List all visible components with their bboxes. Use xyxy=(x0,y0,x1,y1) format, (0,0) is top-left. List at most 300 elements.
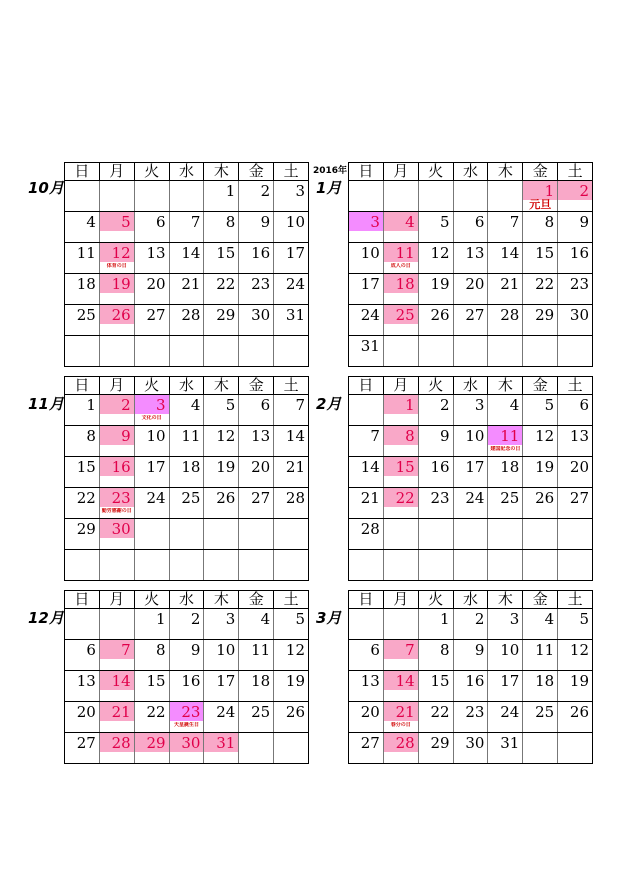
day-cell xyxy=(384,426,419,456)
day-cell xyxy=(454,488,489,518)
day-number: 29 xyxy=(216,306,236,324)
day-number: 12 xyxy=(285,641,306,659)
holiday-name: 文化の日 xyxy=(141,415,162,421)
weekday-label: 金 xyxy=(523,591,558,608)
day-cell xyxy=(274,488,308,518)
day-cell xyxy=(135,488,170,518)
day-cell xyxy=(349,181,384,211)
weekday-label: 土 xyxy=(567,162,583,180)
holiday-name: 元旦 xyxy=(529,199,552,210)
weekday-label: 月 xyxy=(100,377,135,394)
day-number: 17 xyxy=(500,672,520,690)
day-cell xyxy=(558,274,592,304)
day-cell xyxy=(135,181,170,211)
day-cell xyxy=(274,609,308,639)
day-number: 16 xyxy=(430,458,450,476)
day-number: 13 xyxy=(465,244,485,262)
day-number: 6 xyxy=(370,641,380,659)
day-number: 18 xyxy=(181,458,201,476)
calendar-feb xyxy=(348,376,593,581)
day-number: 11 xyxy=(181,427,201,445)
day-cell xyxy=(349,457,384,487)
day-cell xyxy=(170,609,205,639)
day-number: 23 xyxy=(251,275,271,293)
day-cell xyxy=(274,457,308,487)
weekday-label: 木 xyxy=(204,591,239,608)
day-cell xyxy=(349,550,384,580)
day-number: 19 xyxy=(535,458,555,476)
week-row xyxy=(65,305,308,336)
day-number: 17 xyxy=(285,244,306,262)
day-cell xyxy=(204,488,239,518)
day-number: 16 xyxy=(465,672,485,690)
day-cell xyxy=(204,336,239,366)
week-row xyxy=(349,457,592,488)
day-number: 21 xyxy=(111,703,131,721)
week-row xyxy=(65,609,308,640)
day-number: 9 xyxy=(121,427,131,445)
day-cell xyxy=(419,550,454,580)
weekday-label: 日 xyxy=(65,377,100,394)
day-number: 24 xyxy=(360,306,380,324)
weekday-header xyxy=(349,163,592,181)
day-cell xyxy=(454,640,489,670)
day-cell xyxy=(274,550,308,580)
weekday-label: 金 xyxy=(239,591,274,608)
day-cell xyxy=(384,671,419,701)
weekday-label: 日 xyxy=(65,591,100,608)
day-cell xyxy=(454,733,489,763)
weekday-label: 月 xyxy=(100,163,135,180)
day-number: 8 xyxy=(86,427,96,445)
day-number: 13 xyxy=(569,427,590,445)
weekday-label: 日 xyxy=(349,163,384,180)
week-row xyxy=(65,640,308,671)
day-number: 23 xyxy=(465,703,485,721)
day-cell xyxy=(349,395,384,425)
day-number: 19 xyxy=(216,458,236,476)
month-label-jan: 1月 xyxy=(316,179,342,197)
day-number: 3 xyxy=(225,610,236,628)
day-number: 12 xyxy=(535,427,555,445)
day-cell xyxy=(558,305,592,335)
day-cell xyxy=(239,640,274,670)
day-cell xyxy=(170,274,205,304)
day-number: 6 xyxy=(156,213,166,231)
day-cell xyxy=(454,671,489,701)
day-cell xyxy=(100,671,135,701)
day-cell xyxy=(384,336,419,366)
day-cell xyxy=(384,550,419,580)
calendar-jan xyxy=(348,162,593,367)
day-number: 11 xyxy=(535,641,555,659)
day-number: 18 xyxy=(251,672,271,690)
day-number: 13 xyxy=(360,672,380,690)
day-cell xyxy=(135,702,170,732)
day-cell xyxy=(239,702,274,732)
day-cell xyxy=(100,733,135,763)
weekday-label: 水 xyxy=(454,377,489,394)
day-cell xyxy=(523,336,558,366)
day-number: 1 xyxy=(86,396,96,414)
day-cell xyxy=(170,702,205,732)
day-cell xyxy=(100,519,135,549)
weekday-label: 火 xyxy=(135,377,170,394)
day-cell xyxy=(204,733,239,763)
day-number: 2 xyxy=(260,182,271,200)
day-cell xyxy=(454,519,489,549)
day-cell xyxy=(135,457,170,487)
day-number: 1 xyxy=(225,182,236,200)
day-number: 9 xyxy=(579,213,590,231)
day-cell xyxy=(204,457,239,487)
weekday-label: 木 xyxy=(488,591,523,608)
day-cell xyxy=(170,426,205,456)
day-number: 1 xyxy=(544,182,555,200)
day-number: 12 xyxy=(430,244,450,262)
day-number: 19 xyxy=(285,672,306,690)
week-row xyxy=(349,671,592,702)
day-number: 22 xyxy=(430,703,450,721)
day-cell xyxy=(349,519,384,549)
week-row xyxy=(349,395,592,426)
day-cell xyxy=(204,702,239,732)
day-number: 25 xyxy=(181,489,201,507)
day-cell xyxy=(204,395,239,425)
day-cell xyxy=(419,671,454,701)
day-number: 5 xyxy=(440,213,450,231)
day-cell xyxy=(558,336,592,366)
day-cell xyxy=(349,702,384,732)
day-number: 14 xyxy=(285,427,306,445)
day-cell xyxy=(488,609,523,639)
weekday-label: 木 xyxy=(204,377,239,394)
day-cell xyxy=(100,395,135,425)
day-cell xyxy=(100,305,135,335)
day-cell xyxy=(384,702,419,732)
month-label-nov: 11月 xyxy=(28,395,64,413)
weekday-label: 火 xyxy=(135,163,170,180)
day-cell xyxy=(523,212,558,242)
weekday-label: 木 xyxy=(488,163,523,180)
day-number: 18 xyxy=(395,275,415,293)
week-row xyxy=(65,336,308,366)
week-row xyxy=(65,702,308,733)
week-row xyxy=(349,181,592,212)
week-row xyxy=(65,243,308,274)
day-cell xyxy=(170,212,205,242)
week-row xyxy=(65,488,308,519)
day-number: 15 xyxy=(146,672,166,690)
day-number: 18 xyxy=(76,275,96,293)
day-number: 11 xyxy=(395,244,415,262)
week-row xyxy=(349,550,592,580)
day-cell xyxy=(100,336,135,366)
day-number: 9 xyxy=(474,641,485,659)
weekday-label: 土 xyxy=(567,376,583,394)
weekday-label: 月 xyxy=(100,591,135,608)
day-number: 9 xyxy=(190,641,201,659)
day-number: 21 xyxy=(360,489,380,507)
day-cell xyxy=(349,640,384,670)
day-cell xyxy=(558,671,592,701)
weekday-header xyxy=(349,591,592,609)
day-number: 20 xyxy=(360,703,380,721)
weekday-label: 土 xyxy=(283,376,299,394)
week-row xyxy=(349,212,592,243)
day-cell xyxy=(384,519,419,549)
day-cell xyxy=(274,212,308,242)
day-number: 22 xyxy=(76,489,96,507)
day-number: 21 xyxy=(285,458,306,476)
day-number: 20 xyxy=(465,275,485,293)
day-cell xyxy=(100,181,135,211)
day-number: 31 xyxy=(216,734,236,752)
day-number: 10 xyxy=(465,427,485,445)
day-number: 7 xyxy=(370,427,380,445)
day-cell xyxy=(523,305,558,335)
day-cell xyxy=(488,305,523,335)
day-number: 5 xyxy=(544,396,555,414)
day-cell xyxy=(135,212,170,242)
day-number: 15 xyxy=(430,672,450,690)
day-cell xyxy=(523,640,558,670)
day-cell xyxy=(419,733,454,763)
day-number: 29 xyxy=(76,520,96,538)
day-number: 26 xyxy=(111,306,131,324)
weekday-label: 火 xyxy=(135,591,170,608)
day-cell xyxy=(65,609,100,639)
day-number: 26 xyxy=(430,306,450,324)
week-row xyxy=(65,519,308,550)
day-cell xyxy=(523,550,558,580)
day-cell xyxy=(454,550,489,580)
day-cell xyxy=(558,733,592,763)
day-number: 16 xyxy=(111,458,131,476)
day-cell xyxy=(558,181,592,211)
day-cell xyxy=(454,702,489,732)
day-cell xyxy=(65,550,100,580)
day-number: 10 xyxy=(500,641,520,659)
day-number: 23 xyxy=(111,489,131,507)
day-cell xyxy=(454,395,489,425)
day-number: 12 xyxy=(111,244,131,262)
day-number: 20 xyxy=(251,458,271,476)
day-number: 14 xyxy=(181,244,201,262)
day-cell xyxy=(558,212,592,242)
day-number: 12 xyxy=(569,641,590,659)
day-cell xyxy=(384,243,419,273)
day-cell xyxy=(419,488,454,518)
day-cell xyxy=(239,243,274,273)
day-cell xyxy=(419,426,454,456)
day-cell xyxy=(65,457,100,487)
day-number: 30 xyxy=(465,734,485,752)
day-cell xyxy=(384,733,419,763)
day-cell xyxy=(170,336,205,366)
day-cell xyxy=(100,274,135,304)
day-cell xyxy=(239,457,274,487)
day-number: 25 xyxy=(535,703,555,721)
day-cell xyxy=(170,305,205,335)
day-cell xyxy=(100,609,135,639)
day-cell xyxy=(239,395,274,425)
day-cell xyxy=(100,243,135,273)
weekday-label: 金 xyxy=(523,163,558,180)
day-number: 29 xyxy=(146,734,166,752)
day-cell xyxy=(523,609,558,639)
day-number: 6 xyxy=(86,641,96,659)
day-cell xyxy=(558,609,592,639)
week-row xyxy=(349,305,592,336)
day-cell xyxy=(384,609,419,639)
day-cell xyxy=(349,426,384,456)
day-number: 11 xyxy=(500,427,520,445)
day-cell xyxy=(170,671,205,701)
day-number: 2 xyxy=(190,610,201,628)
week-row xyxy=(65,671,308,702)
year-label: 2016年 xyxy=(313,166,348,176)
day-number: 27 xyxy=(251,489,271,507)
day-number: 15 xyxy=(535,244,555,262)
day-number: 18 xyxy=(500,458,520,476)
day-number: 3 xyxy=(295,182,306,200)
day-cell xyxy=(558,702,592,732)
day-number: 22 xyxy=(146,703,166,721)
day-cell xyxy=(204,212,239,242)
weekday-label: 水 xyxy=(454,591,489,608)
day-number: 19 xyxy=(111,275,131,293)
day-number: 27 xyxy=(569,489,590,507)
day-cell xyxy=(488,426,523,456)
day-number: 4 xyxy=(86,213,96,231)
day-number: 21 xyxy=(181,275,201,293)
day-number: 9 xyxy=(440,427,450,445)
day-cell xyxy=(135,305,170,335)
day-number: 5 xyxy=(579,610,590,628)
day-cell xyxy=(135,395,170,425)
day-cell xyxy=(170,488,205,518)
weekday-label: 日 xyxy=(65,163,100,180)
day-number: 25 xyxy=(395,306,415,324)
weekday-label: 火 xyxy=(419,163,454,180)
day-cell xyxy=(204,426,239,456)
day-number: 2 xyxy=(440,396,450,414)
day-cell xyxy=(419,274,454,304)
day-cell xyxy=(239,336,274,366)
day-cell xyxy=(204,519,239,549)
holiday-name: 天皇誕生日 xyxy=(174,722,200,728)
day-number: 18 xyxy=(535,672,555,690)
day-cell xyxy=(523,395,558,425)
weekday-label: 木 xyxy=(488,377,523,394)
day-cell xyxy=(488,488,523,518)
day-number: 19 xyxy=(430,275,450,293)
day-number: 26 xyxy=(216,489,236,507)
day-cell xyxy=(65,488,100,518)
week-row xyxy=(349,426,592,457)
day-cell xyxy=(384,181,419,211)
day-cell xyxy=(100,488,135,518)
day-number: 13 xyxy=(146,244,166,262)
week-row xyxy=(65,274,308,305)
day-number: 23 xyxy=(569,275,590,293)
day-cell xyxy=(384,274,419,304)
day-number: 14 xyxy=(395,672,415,690)
day-number: 27 xyxy=(465,306,485,324)
day-cell xyxy=(274,336,308,366)
weekday-label: 金 xyxy=(239,377,274,394)
day-number: 4 xyxy=(260,610,271,628)
day-cell xyxy=(349,488,384,518)
day-cell xyxy=(65,702,100,732)
week-row xyxy=(65,550,308,580)
day-number: 21 xyxy=(395,703,415,721)
weekday-label: 水 xyxy=(170,591,205,608)
day-cell xyxy=(135,519,170,549)
day-cell xyxy=(170,550,205,580)
month-label-dec: 12月 xyxy=(28,609,64,627)
day-cell xyxy=(65,274,100,304)
weekday-header xyxy=(65,591,308,609)
day-cell xyxy=(274,243,308,273)
day-cell xyxy=(135,274,170,304)
day-number: 24 xyxy=(146,489,166,507)
day-cell xyxy=(135,671,170,701)
day-number: 8 xyxy=(225,213,236,231)
day-cell xyxy=(274,519,308,549)
day-cell xyxy=(239,488,274,518)
weekday-label: 火 xyxy=(419,591,454,608)
day-cell xyxy=(523,671,558,701)
day-cell xyxy=(135,550,170,580)
day-number: 12 xyxy=(216,427,236,445)
day-cell xyxy=(558,488,592,518)
day-cell xyxy=(170,457,205,487)
day-number: 3 xyxy=(474,396,485,414)
holiday-name: 建国記念の日 xyxy=(490,446,521,452)
day-cell xyxy=(170,733,205,763)
day-cell xyxy=(454,243,489,273)
day-cell xyxy=(349,609,384,639)
day-number: 27 xyxy=(146,306,166,324)
day-number: 15 xyxy=(216,244,236,262)
day-number: 20 xyxy=(76,703,96,721)
day-cell xyxy=(274,181,308,211)
week-row xyxy=(349,488,592,519)
day-cell xyxy=(274,305,308,335)
holiday-name: 成人の日 xyxy=(390,263,411,269)
day-number: 29 xyxy=(535,306,555,324)
day-number: 5 xyxy=(295,610,306,628)
day-cell xyxy=(384,640,419,670)
day-number: 5 xyxy=(225,396,236,414)
day-cell xyxy=(488,640,523,670)
week-row xyxy=(65,426,308,457)
day-cell xyxy=(274,426,308,456)
day-cell xyxy=(135,609,170,639)
day-cell xyxy=(65,733,100,763)
day-cell xyxy=(558,550,592,580)
day-number: 24 xyxy=(216,703,236,721)
day-number: 10 xyxy=(285,213,306,231)
day-number: 2 xyxy=(579,182,590,200)
day-cell xyxy=(419,305,454,335)
day-cell xyxy=(204,640,239,670)
day-number: 20 xyxy=(146,275,166,293)
day-number: 28 xyxy=(360,520,380,538)
calendar-oct xyxy=(64,162,309,367)
